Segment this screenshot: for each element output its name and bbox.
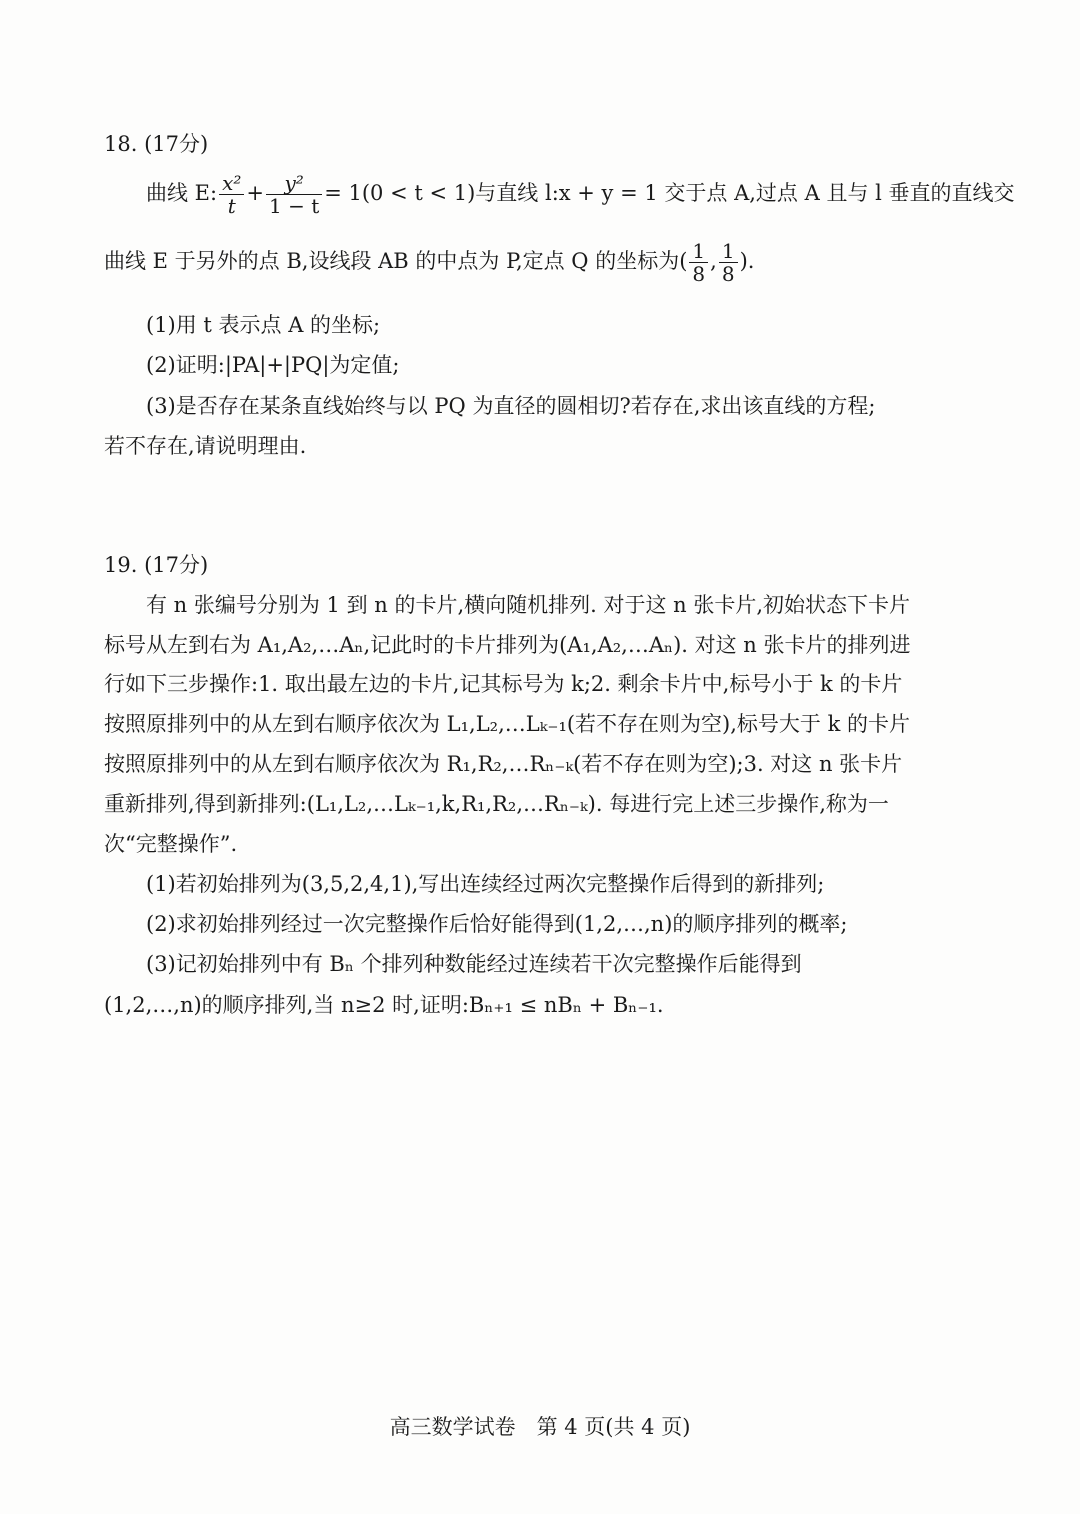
- q18-fraction-q2: [719, 240, 738, 285]
- q18-part-1: (1)用 t 表示点 A 的坐标;: [146, 313, 381, 337]
- q18-fraction-q1: [689, 240, 708, 285]
- q19-line-4: 按照原排列中的从左到右顺序依次为 L₁,L₂,…Lₖ₋₁(若不存在则为空),标号大于 k 的卡片: [104, 712, 910, 736]
- q18-fraction-q1-num: 1: [692, 239, 706, 263]
- q19-line-6: 重新排列,得到新排列:(L₁,L₂,…Lₖ₋₁,k,R₁,R₂,…Rₙ₋ₖ). 每进行完上述三步操作,称为一: [104, 792, 889, 816]
- q18-part-3: (3)是否存在某条直线始终与以 PQ 为直径的圆相切?若存在,求出该直线的方程;: [146, 394, 876, 418]
- q19-header: 19. (17分): [104, 553, 209, 577]
- q18-fraction-q1-den: 8: [689, 262, 708, 285]
- q19-line-3: 行如下三步操作:1. 取出最左边的卡片,记其标号为 k;2. 剩余卡片中,标号小于 k 的卡片: [104, 672, 903, 696]
- q18-line-2: [104, 240, 754, 285]
- q19-part-3: (3)记初始排列中有 Bₙ 个排列种数能经过连续若干次完整操作后能得到: [146, 952, 802, 976]
- q18-line-2-prefix: 曲线 E 于另外的点 B,设线段 AB 的中点为 P,定点 Q 的坐标为(: [104, 249, 688, 273]
- q18-part-2: (2)证明:|PA|+|PQ|为定值;: [146, 353, 400, 377]
- q18-fraction-q2-den: 8: [719, 262, 738, 285]
- q18-fraction-x-num: x²: [222, 171, 242, 195]
- q18-line-2-suffix: ).: [739, 249, 755, 273]
- q18-header: 18. (17分): [104, 132, 209, 156]
- q18-fraction-q2-num: 1: [721, 239, 735, 263]
- q18-fraction-y-num: y²: [284, 171, 304, 195]
- q19-line-7: 次“完整操作”.: [104, 832, 238, 856]
- page-footer: 高三数学试卷 第 4 页(共 4 页): [389, 1415, 691, 1439]
- q18-fraction-x: [219, 172, 244, 217]
- q19-part-2: (2)求初始排列经过一次完整操作后恰好能得到(1,2,…,n)的顺序排列的概率;: [146, 912, 848, 936]
- q19-line-2: 标号从左到右为 A₁,A₂,…Aₙ,记此时的卡片排列为(A₁,A₂,…Aₙ). 对这 n 张卡片的排列进: [104, 633, 911, 657]
- q18-plus: +: [246, 181, 264, 205]
- q18-part-3-cont: 若不存在,请说明理由.: [104, 434, 307, 458]
- q18-line-1-suffix: = 1(0 < t < 1)与直线 l:x + y = 1 交于点 A,过点 A 且与 l 垂直的直线交: [324, 181, 1015, 205]
- q18-fraction-x-den: t: [219, 194, 244, 217]
- q18-line-1-prefix: 曲线 E:: [146, 181, 218, 205]
- q18-comma: ,: [710, 249, 717, 273]
- q19-part-1: (1)若初始排列为(3,5,2,4,1),写出连续经过两次完整操作后得到的新排列;: [146, 872, 825, 896]
- q18-fraction-y: [266, 172, 322, 217]
- q18-line-1: [146, 171, 1015, 218]
- q19-part-3-cont: (1,2,…,n)的顺序排列,当 n≥2 时,证明:Bₙ₊₁ ≤ nBₙ + Bₙ₋₁.: [104, 993, 664, 1017]
- q19-line-1: 有 n 张编号分别为 1 到 n 的卡片,横向随机排列. 对于这 n 张卡片,初始状态下卡片: [146, 593, 911, 617]
- q19-line-5: 按照原排列中的从左到右顺序依次为 R₁,R₂,…Rₙ₋ₖ(若不存在则为空);3. 对这 n 张卡片: [104, 752, 903, 776]
- q18-fraction-y-den: 1 − t: [266, 194, 322, 217]
